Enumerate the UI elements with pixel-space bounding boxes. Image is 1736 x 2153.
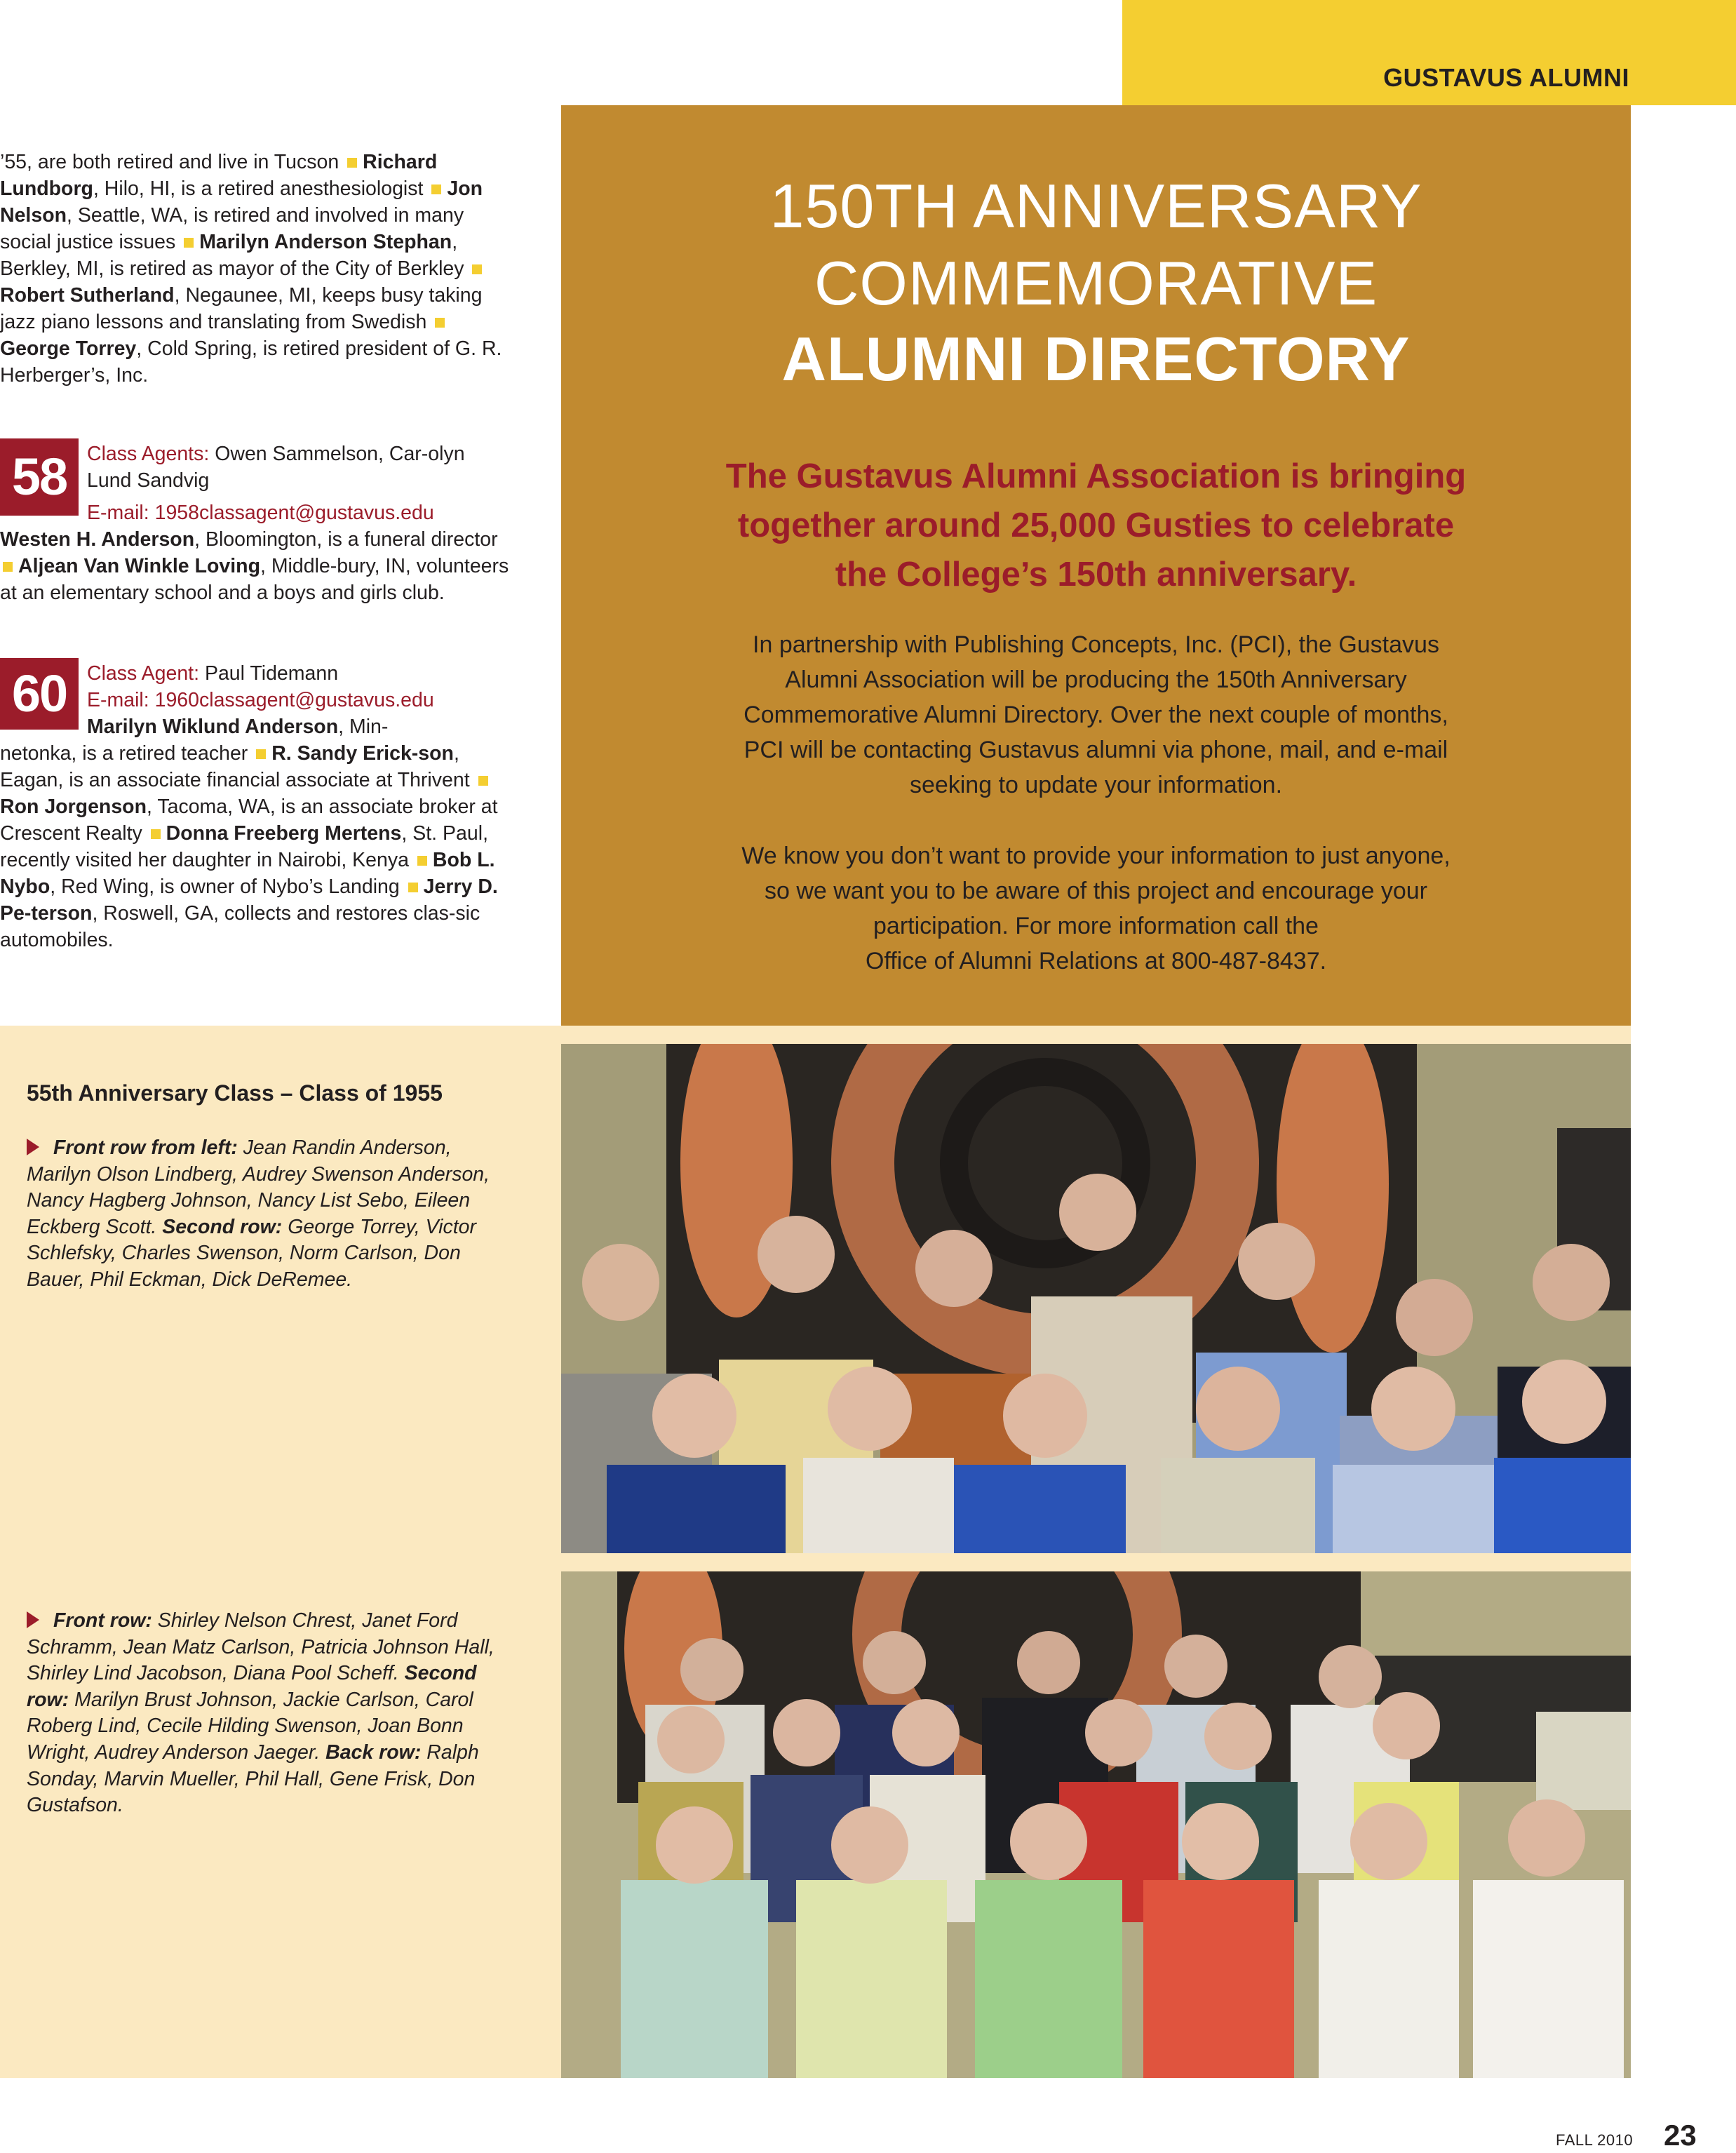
note-text: , Berkley, MI, is retired as mayor of the City of Berkley [0,231,464,280]
bullet-square-icon [408,883,418,892]
para-line: Alumni Association will be producing the 150th Anniversary [785,666,1407,693]
class-58-paragraph [0,526,511,606]
note-text: Shirley Nelson Chrest, Janet Ford Schramm, Jean Matz Carlson, Patricia Johnson Hall, Shirley Lind Jacobson, Diana Pool Scheff. [27,1609,494,1685]
class-60-notes [0,660,511,953]
caption-text [27,1609,494,1816]
bullet-square-icon [347,158,357,168]
bullet-square-icon [151,829,161,839]
feature-title-line-1: 150TH ANNIVERSARY [769,171,1422,241]
bullet-square-icon [256,749,266,759]
para-line: Office of Alumni Relations at 800-487-8437. [865,948,1327,974]
alumnus-name: Marilyn Wiklund Anderson [87,716,339,738]
class-58-email[interactable]: E-mail: 1958classagent@gustavus.edu [87,502,434,524]
bullet-square-icon [184,238,194,248]
para-line: We know you don’t want to provide your information to just anyone, [741,843,1451,869]
alumnus-name: Donna Freeberg Mertens [166,822,402,845]
para-line: In partnership with Publishing Concepts, Inc. (PCI), the Gustavus [753,631,1439,658]
feature-title-line-2: COMMEMORATIVE [814,248,1378,318]
note-text: Jean Randin Anderson, Marilyn Olson Lindberg, Audrey Swenson Anderson, Nancy Hagberg Johnson, Nancy List Sebo, Eileen Eckberg Scott. [27,1136,490,1238]
feature-paragraph-2 [638,838,1554,979]
alumnus-name: Marilyn Anderson Stephan [199,231,452,253]
note-text: Ralph Sonday, Marvin Mueller, Phil Hall, Gene Frisk, Don Gustafson. [27,1740,479,1817]
page-number: 23 [1664,2119,1697,2152]
note-text: , Roswell, GA, collects and restores clas-sic automobiles. [0,902,480,951]
bullet-square-icon [417,856,427,866]
para-line: so we want you to be aware of this project and encourage your [764,878,1427,904]
lead-line: the College’s 150th anniversary. [835,556,1357,593]
header-bar [1122,0,1736,105]
alumnus-name: Bob L. Nybo [0,849,495,898]
para-line: PCI will be contacting Gustavus alumni via phone, mail, and e-mail [743,737,1448,763]
class-year-badge-60: 60 [0,658,79,730]
note-text: , Min- [338,716,389,738]
caption-arrow-icon [27,1611,39,1628]
alumnus-name: Front row from left: [53,1136,238,1159]
class-photo-1955-group-1 [561,1044,1631,1553]
note-text: , Red Wing, is owner of Nybo’s Landing [50,876,400,898]
alumnus-name: Aljean Van Winkle Loving [18,555,260,577]
alumni-directory-feature [561,105,1631,1026]
class-58-agents [0,441,511,494]
agents-label: Class Agents: [87,443,210,465]
note-text: netonka, is a retired teacher [0,742,248,765]
class-58-notes [0,441,511,606]
alumnus-name: Ron Jorgenson [0,796,147,818]
feature-lead [561,452,1631,599]
note-text: George Torrey, Victor Schlefsky, Charles Swenson, Norm Carlson, Don Bauer, Phil Eckman, Dick DeRemee. [27,1215,476,1291]
alumnus-name: Jerry D. Pe-terson [0,876,498,925]
alumnus-name: George Torrey [0,337,137,360]
caption-text [27,1136,490,1291]
feature-paragraph-1 [638,627,1554,803]
caption-arrow-icon [27,1139,39,1155]
alumnus-name: Second row: [162,1215,283,1238]
alumnus-name: Robert Sutherland [0,284,175,307]
photo-1-caption [27,1135,511,1294]
alumnus-name: Jon Nelson [0,177,483,227]
section-label: GUSTAVUS ALUMNI [1383,63,1629,92]
agents-label: Class Agent: [87,662,200,685]
alumnus-name: R. Sandy Erick-son [271,742,454,765]
class-60-paragraph [0,740,511,953]
class-notes-intro [0,149,511,389]
bullet-square-icon [478,776,488,786]
bullet-square-icon [472,264,482,274]
note-text: , Negaunee, MI, keeps busy taking jazz piano lessons and translating from Swedish [0,284,483,333]
class-year-badge-58: 58 [0,438,79,516]
para-line: Commemorative Alumni Directory. Over the next couple of months, [743,702,1448,728]
note-text: , St. Paul, recently visited her daughter in Nairobi, Kenya [0,822,488,871]
class-60-email[interactable]: E-mail: 1960classagent@gustavus.edu [87,689,434,711]
note-text: , Bloomington, is a funeral director [194,528,498,551]
bullet-square-icon [3,562,13,572]
lead-line: together around 25,000 Gusties to celebrate [737,507,1455,544]
alumnus-name: Back row: [325,1740,422,1764]
para-line: participation. For more information call the [873,913,1319,939]
bullet-square-icon [431,185,441,194]
bullet-square-icon [435,318,445,328]
note-text: , Eagan, is an associate financial associate at Thrivent [0,742,470,791]
alumnus-name: Front row: [53,1609,152,1632]
alumnus-name: Westen H. Anderson [0,528,195,551]
class-60-agents [0,660,511,687]
note-text: , Middle-bury, IN, volunteers at an elementary school and a boys and girls club. [0,555,509,604]
issue-season: FALL 2010 [1556,2131,1634,2149]
agents-names: Owen Sammelson, Car-olyn Lund Sandvig [87,443,465,492]
note-text: , Tacoma, WA, is an associate broker at Crescent Realty [0,796,498,845]
note-text: , Cold Spring, is retired president of G. R. Herberger’s, Inc. [0,337,502,387]
agents-names: Paul Tidemann [204,662,339,685]
photo-section-title: 55th Anniversary Class – Class of 1955 [27,1080,443,1106]
class-photo-1955-group-2 [561,1571,1631,2078]
alumnus-name: Second row: [27,1662,477,1711]
intro-paragraph [0,149,511,389]
note-text: , Seattle, WA, is retired and involved in many social justice issues [0,204,464,253]
note-text: , Hilo, HI, is a retired anesthesiologist [93,177,424,200]
para-line: seeking to update your information. [909,772,1283,798]
class-60-first-note [0,713,511,740]
alumnus-name: Richard Lundborg [0,151,438,200]
photo-2-caption [27,1608,511,1819]
lead-line: The Gustavus Alumni Association is bringing [725,457,1467,495]
note-text: ’55, are both retired and live in Tucson [0,151,339,173]
feature-title-line-3: ALUMNI DIRECTORY [781,324,1411,394]
note-text: Marilyn Brust Johnson, Jackie Carlson, Carol Roberg Lind, Cecile Hilding Swenson, Joan Bonn Wright, Audrey Anderson Jaeger. [27,1688,473,1764]
